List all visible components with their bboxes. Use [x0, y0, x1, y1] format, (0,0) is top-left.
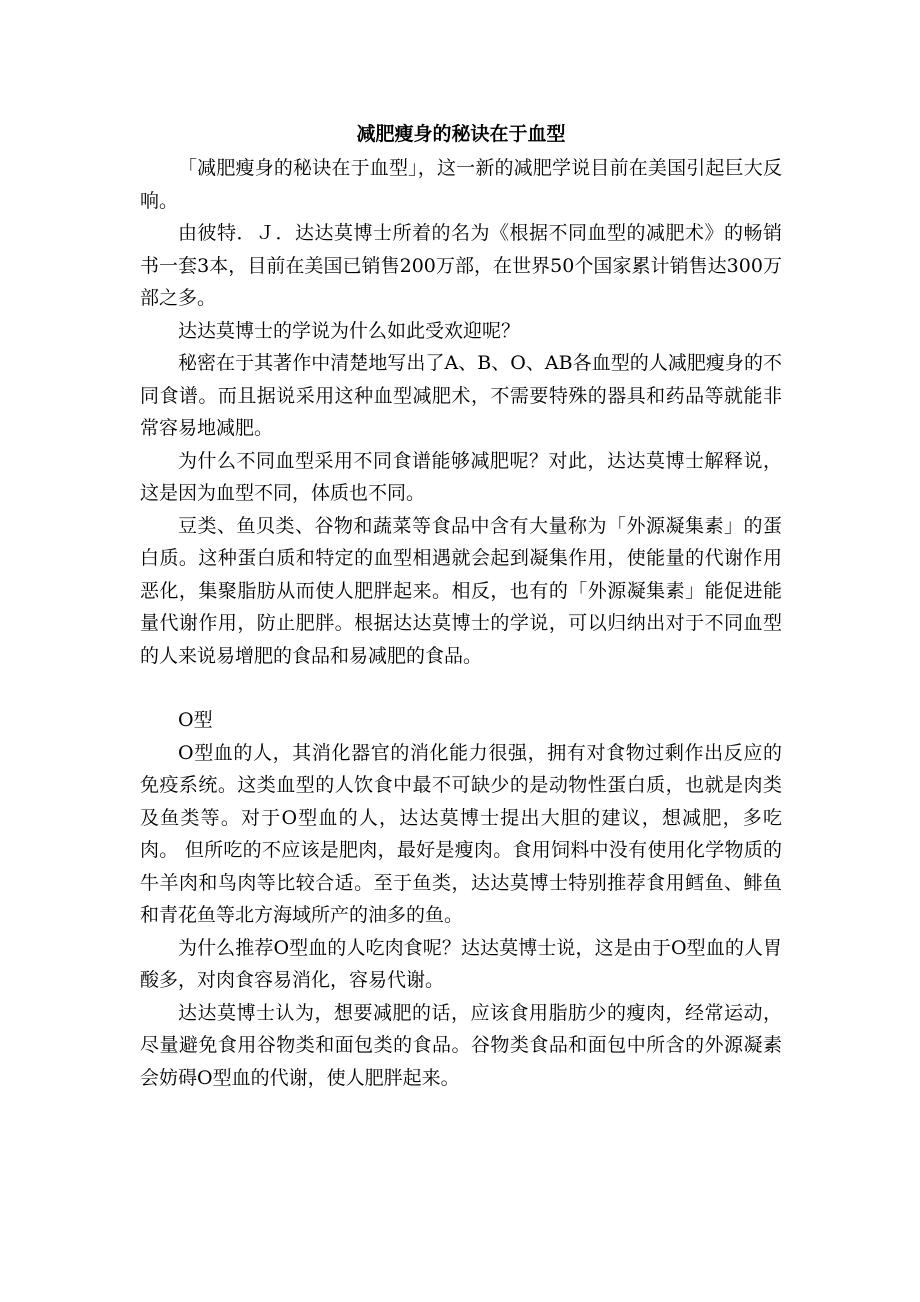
- paragraph-o-reason: 为什么推荐O型血的人吃肉食呢？达达莫博士说，这是由于O型血的人胃酸多，对肉食容易消化，容易代谢。: [140, 936, 782, 991]
- paragraph-lectin: 豆类、鱼贝类、谷物和蔬菜等食品中含有大量称为「外源凝集素」的蛋白质。这种蛋白质和特定的血型相遇就会起到凝集作用，使能量的代谢作用恶化，集聚脂肪从而使人肥胖起来。相反，也有的「外源凝集素」能促进能量代谢作用，防止肥胖。根据达达莫博士的学说，可以归纳出对于不同血型的人来说易增肥的食品和易减肥的食品。: [140, 514, 782, 667]
- document-title: 减肥瘦身的秘诀在于血型: [356, 123, 566, 145]
- section-o-heading: O型: [178, 709, 213, 731]
- paragraph-o-advice: 达达莫博士认为，想要减肥的话，应该食用脂肪少的瘦肉，经常运动，尽量避免食用谷物类和面包类的食品。谷物类食品和面包中所含的外源凝素会妨碍O型血的代谢，使人肥胖起来。: [140, 1001, 782, 1089]
- section-spacer: [140, 672, 782, 704]
- paragraph-why: 为什么不同血型采用不同食谱能够减肥呢？对此，达达莫博士解释说，这是因为血型不同，体质也不同。: [140, 449, 782, 504]
- paragraph-secret: 秘密在于其著作中清楚地写出了A、B、O、AB各血型的人减肥瘦身的不同食谱。而且据说采用这种血型减肥术，不需要特殊的器具和药品等就能非常容易地减肥。: [140, 352, 782, 439]
- paragraph-o-digestion: O型血的人，其消化器官的消化能力很强，拥有对食物过剩作出反应的免疫系统。这类血型的人饮食中最不可缺少的是动物性蛋白质，也就是肉类及鱼类等。对于O型血的人，达达莫博士提出大胆的建议，想减肥，多吃肉。 但所吃的不应该是肥肉，最好是瘦肉。食用饲料中没有使用化学物质的牛羊肉和鸟肉等比较合适。至于鱼类，达达莫博士特别推荐食用鳕鱼、鲱鱼和青花鱼等北方海域所产的油多的鱼。: [140, 741, 782, 926]
- paragraph-question: 达达莫博士的学说为什么如此受欢迎呢？: [178, 319, 521, 342]
- document-page: [140, 118, 782, 1094]
- paragraph-intro: 「减肥瘦身的秘诀在于血型」，这一新的减肥学说目前在美国引起巨大反响。: [140, 157, 782, 212]
- paragraph-book: 由彼特．Ｊ．达达莫博士所着的名为《根据不同血型的减肥术》的畅销书一套3本，目前在美国已销售200万部，在世界50个国家累计销售达300万部之多。: [140, 222, 782, 309]
